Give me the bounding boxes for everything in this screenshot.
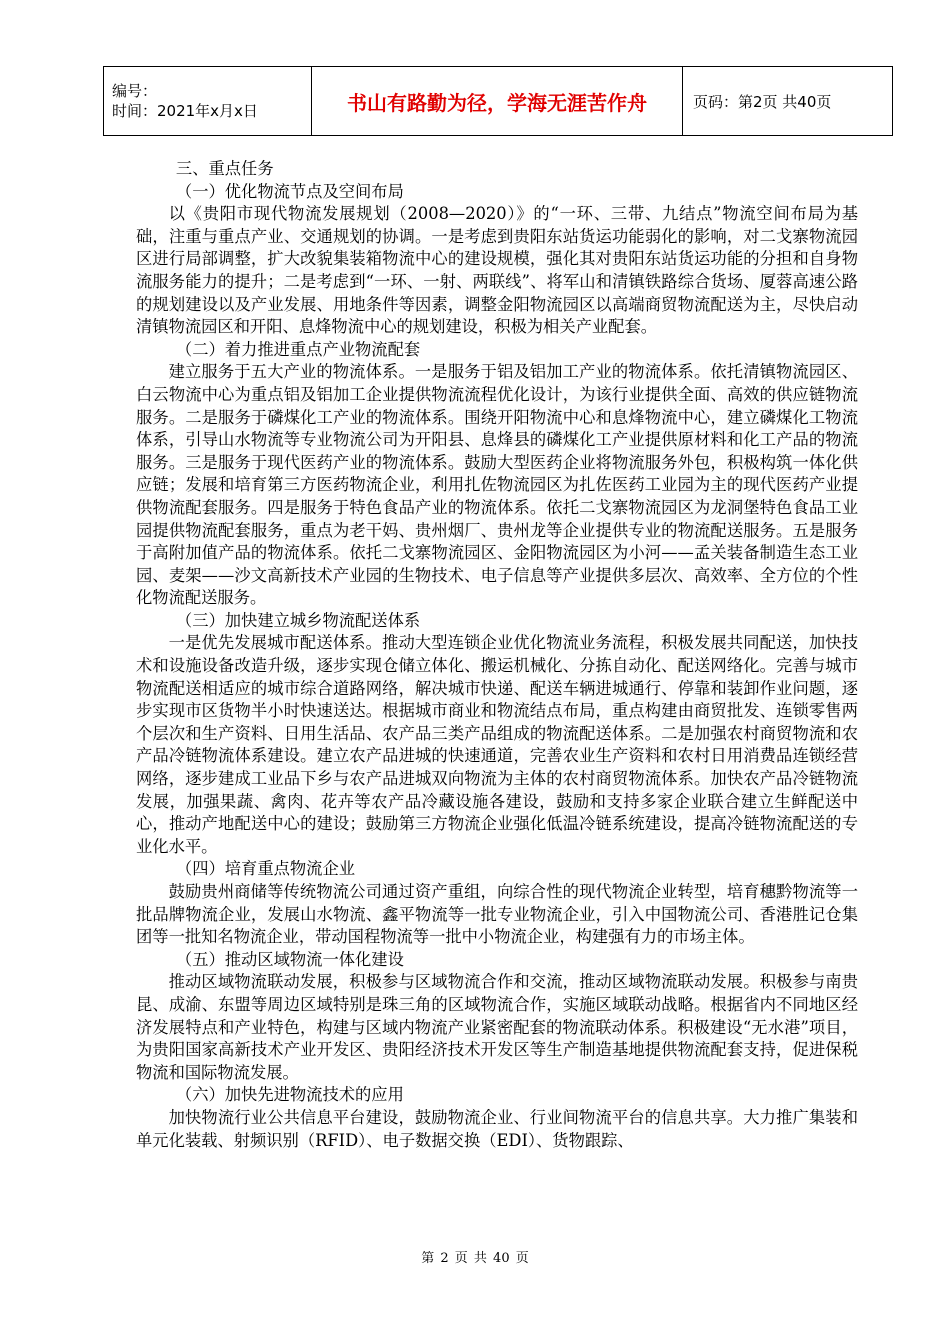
body-paragraph: 推动区域物流联动发展，积极参与区域物流合作和交流，推动区域物流联动发展。积极参与南贵昆、成渝、东盟等周边区域特别是珠三角的区域物流合作，实施区域联动战略。根据省内不同地区经济发展特点和产业特色，构建与区域内物流产业紧密配套的物流联动体系。积极建设“无水港”项目，为贵阳国家高新技术产业开发区、贵阳经济技术开发区等生产制造基地提供物流配套支持，促进保税物流和国际物流发展。 [136, 972, 858, 1082]
subsection-heading: （四）培育重点物流企业 [175, 859, 356, 879]
body-paragraph: 建立服务于五大产业的物流体系。一是服务于铝及铝加工产业的物流体系。依托清镇物流园区、白云物流中心为重点铝及铝加工企业提供物流流程优化设计，为该行业提供全面、高效的供应链物流服务。二是服务于磷煤化工产业的物流体系。围绕开阳物流中心和息烽物流中心，建立磷煤化工物流体系，引导山水物流等专业物流公司为开阳县、息烽县的磷煤化工产业提供原材料和化工产品的物流服务。三是服务于现代医药产业的物流体系。鼓励大型医药企业将物流服务外包，积极构筑一体化供应链；发展和培育第三方医药物流企业，利用扎佐物流园区为扎佐医药工业园为主的现代医药产业提供物流配套服务。四是服务于特色食品产业的物流体系。依托二戈寨物流园区为龙洞堡特色食品工业园提供物流配套服务，重点为老干妈、贵州烟厂、贵州龙等企业提供专业的物流配送服务。五是服务于高附加值产品的物流体系。依托二戈寨物流园区、金阳物流园区为小河——孟关装备制造生态工业园、麦架——沙文高新技术产业园的生物技术、电子信息等产业提供多层次、高效率、全方位的个性化物流配送服务。 [136, 362, 858, 608]
header-page-number: 页码：第2页 共40页 [683, 67, 893, 136]
document-body [136, 158, 858, 1152]
body-paragraph: 加快物流行业公共信息平台建设，鼓励物流企业、行业间物流平台的信息共享。大力推广集装和单元化装载、射频识别（RFID）、电子数据交换（EDI）、货物跟踪、 [136, 1107, 858, 1150]
page-header [103, 66, 893, 136]
subsection-heading: （一）优化物流节点及空间布局 [175, 181, 404, 201]
page-footer: 第 2 页 共 40 页 [421, 1251, 529, 1266]
document-code-label: 编号： [112, 82, 158, 100]
body-paragraph: 一是优先发展城市配送体系。推动大型连锁企业优化物流业务流程，积极发展共同配送，加快技术和设施设备改造升级，逐步实现仓储立体化、搬运机械化、分拣自动化、配送网络化。完善与城市物流配送相适应的城市综合道路网络，解决城市快递、配送车辆进城通行、停靠和装卸作业问题，逐步实现市区货物半小时快速送达。根据城市商业和物流结点布局，重点构建由商贸批发、连锁零售两个层次和生产资料、日用生活品、农产品三类产品组成的物流配送体系。二是加强农村商贸物流和农产品冷链物流体系建设。建立农产品进城的快速通道，完善农业生产资料和农村日用消费品连锁经营网络，逐步建成工业品下乡与农产品进城双向物流为主体的农村商贸物流体系。加快农产品冷链物流发展，加强果蔬、禽肉、花卉等农产品冷藏设施各建设，鼓励和支持多家企业联合建立生鲜配送中心，推动产地配送中心的建设；鼓励第三方物流企业强化低温冷链系统建设，提高冷链物流配送的专业化水平。 [136, 633, 858, 856]
subsection-heading: （二）着力推进重点产业物流配套 [175, 339, 421, 359]
subsection-heading: （五）推动区域物流一体化建设 [175, 949, 404, 969]
body-paragraph: 鼓励贵州商储等传统物流公司通过资产重组，向综合性的现代物流企业转型，培育穗黔物流等一批品牌物流企业，发展山水物流、鑫平物流等一批专业物流企业，引入中国物流公司、香港胜记仓集团等一批知名物流企业，带动国程物流等一批中小物流企业，构建强有力的市场主体。 [136, 882, 858, 947]
subsection-heading: （六）加快先进物流技术的应用 [175, 1085, 404, 1105]
header-meta-cell [104, 67, 312, 136]
body-paragraph: 以《贵阳市现代物流发展规划（2008—2020）》的“一环、三带、九结点”物流空间布局为基础，注重与重点产业、交通规划的协调。一是考虑到贵阳东站货运功能弱化的影响，对二戈寨物流园区进行局部调整，扩大改貌集装箱物流中心的建设规模，强化其对贵阳东站货运功能的分担和自身物流服务能力的提升；二是考虑到“一环、一射、两联线”、将军山和清镇铁路综合货场、厦蓉高速公路的规划建设以及产业发展、用地条件等因素，调整金阳物流园区以高端商贸物流配送为主，尽快启动清镇物流园区和开阳、息烽物流中心的规划建设，积极为相关产业配套。 [136, 204, 858, 337]
document-date-label: 时间：2021年x月x日 [112, 102, 258, 120]
subsection-heading: （三）加快建立城乡物流配送体系 [175, 610, 421, 630]
section-title: 三、重点任务 [175, 159, 274, 178]
header-motto: 书山有路勤为径，学海无涯苦作舟 [312, 67, 683, 136]
